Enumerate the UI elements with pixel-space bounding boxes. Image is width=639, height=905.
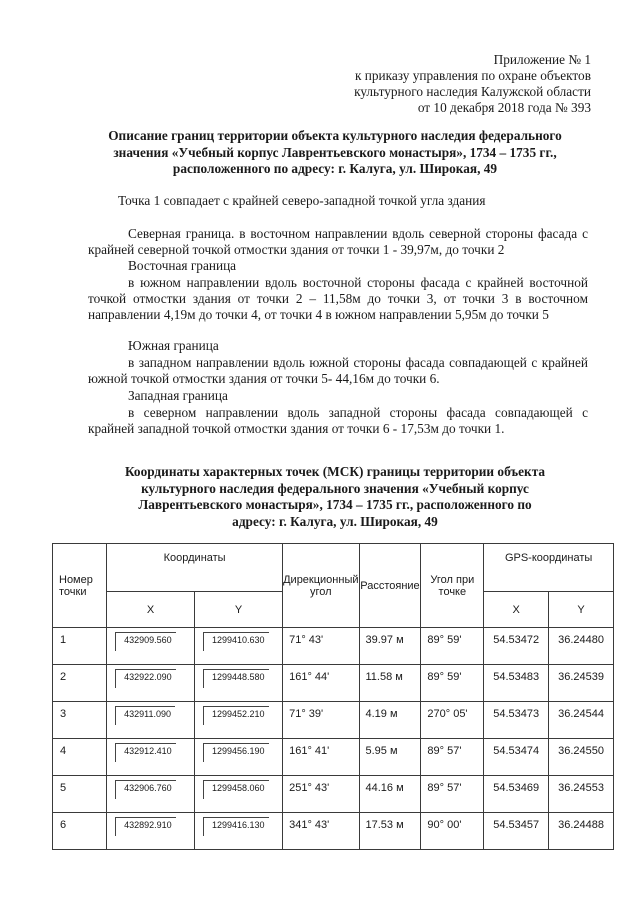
- boundary-description-title: [70, 128, 600, 178]
- north-boundary-text: Северная граница. в восточном направлении вдоль северной стороны фасада с крайней северной точкой отмостки здания от точки 1 - 39,97м, до точки 2: [88, 226, 588, 257]
- point-number-cell-value: 1: [60, 634, 67, 646]
- distance-cell-value: 5.95 м: [365, 745, 398, 757]
- direction-angle-cell: [283, 813, 359, 850]
- appendix-header: [354, 52, 591, 116]
- gps-x-cell: [484, 739, 549, 776]
- distance-cell-value: 39.97 м: [365, 634, 404, 646]
- y-coordinate-cell: [194, 813, 282, 850]
- x-coordinate-cell-value: 432909.560: [115, 632, 176, 651]
- direction-angle-cell: [283, 776, 359, 813]
- distance-cell: [359, 813, 421, 850]
- y-coordinate-cell: [194, 739, 282, 776]
- point-number-cell: [53, 665, 107, 702]
- distance-cell: [359, 628, 421, 665]
- y-coordinate-cell-value: 1299456.190: [203, 743, 269, 762]
- point-angle-cell: [421, 813, 484, 850]
- gps-x-cell: [484, 776, 549, 813]
- appendix-line: от 10 декабря 2018 года № 393: [417, 100, 591, 115]
- direction-angle-cell-value: 71° 43': [289, 634, 324, 646]
- direction-angle-cell: [283, 702, 359, 739]
- point-number-cell: [53, 776, 107, 813]
- gps-x-cell: [484, 665, 549, 702]
- y-coordinate-cell: [194, 776, 282, 813]
- point-angle-cell: [421, 776, 484, 813]
- header-x: X: [107, 592, 195, 628]
- direction-angle-cell: [283, 628, 359, 665]
- gps-y-cell-value: 36.24480: [558, 634, 604, 646]
- gps-y-cell: [549, 813, 614, 850]
- header-coordinates: Координаты: [107, 544, 283, 592]
- x-coordinate-cell-value: 432892.910: [115, 817, 176, 836]
- appendix-line: к приказу управления по охране объектов: [354, 68, 591, 83]
- south-boundary-heading: Южная граница: [128, 338, 219, 353]
- title-line: адресу: г. Калуга, ул. Широкая, 49: [232, 513, 438, 529]
- appendix-line: Приложение № 1: [493, 52, 591, 67]
- direction-angle-cell-value: 161° 41': [289, 745, 330, 757]
- direction-angle-cell-value: 251° 43': [289, 782, 330, 794]
- gps-x-cell-value: 54.53469: [493, 782, 540, 794]
- y-coordinate-cell-value: 1299448.580: [203, 669, 269, 688]
- gps-x-cell: [484, 813, 549, 850]
- point-number-cell-value: 6: [60, 819, 67, 831]
- distance-cell-value: 11.58 м: [365, 671, 403, 683]
- header-direction-angle: Дирекционный угол: [283, 544, 359, 628]
- gps-y-cell: [549, 776, 614, 813]
- point-number-cell-value: 3: [60, 708, 67, 720]
- point-angle-cell-value: 89° 59': [427, 634, 462, 646]
- coordinates-title: [100, 464, 570, 530]
- west-boundary-heading: Западная граница: [128, 388, 228, 403]
- east-boundary-text: в южном направлении вдоль восточной стороны фасада с крайней восточной точкой отмостки здания от точки 2 – 11,58м до точки 3, от точки 3 в восточном направлении 4,19м до точки 4, от точки 4 в южном направлении 5,95м до точки 5: [88, 275, 588, 322]
- point-angle-cell: [421, 628, 484, 665]
- direction-angle-cell-value: 341° 43': [289, 819, 330, 831]
- appendix-line: культурного наследия Калужской области: [354, 84, 591, 99]
- gps-y-cell: [549, 702, 614, 739]
- point-angle-cell-value: 90° 00': [427, 819, 462, 831]
- title-line: Лаврентьевского монастыря», 1734 – 1735 гг., расположенного по: [138, 497, 532, 512]
- x-coordinate-cell: [107, 776, 195, 813]
- distance-cell: [359, 665, 421, 702]
- table-row: [53, 813, 614, 850]
- title-line: культурного наследия федерального значения «Учебный корпус: [141, 480, 529, 496]
- point-number-cell-value: 4: [60, 745, 67, 757]
- x-coordinate-cell: [107, 665, 195, 702]
- south-boundary-text: в западном направлении вдоль южной стороны фасада совпадающей с крайней южной точкой отмостки здания от точки 5- 44,16м до точки 6.: [88, 355, 588, 386]
- gps-x-cell-value: 54.53473: [493, 708, 540, 720]
- x-coordinate-cell: [107, 739, 195, 776]
- point-number-cell: [53, 628, 107, 665]
- x-coordinate-cell: [107, 813, 195, 850]
- gps-x-cell-value: 54.53483: [493, 671, 540, 683]
- point-angle-cell: [421, 702, 484, 739]
- point-number-cell-value: 5: [60, 782, 67, 794]
- x-coordinate-cell-value: 432911.090: [115, 706, 175, 725]
- gps-y-cell-value: 36.24539: [558, 671, 604, 683]
- direction-angle-cell-value: 71° 39': [289, 708, 324, 720]
- distance-cell-value: 17.53 м: [365, 819, 404, 831]
- x-coordinate-cell: [107, 702, 195, 739]
- point-number-cell: [53, 739, 107, 776]
- coordinates-table-body: [53, 628, 614, 850]
- table-row: [53, 665, 614, 702]
- title-line: значения «Учебный корпус Лаврентьевского монастыря», 1734 – 1735 гг.,: [113, 144, 557, 160]
- y-coordinate-cell-value: 1299416.130: [203, 817, 269, 836]
- point-number-cell-value: 2: [60, 671, 67, 683]
- distance-cell: [359, 739, 421, 776]
- title-line: Координаты характерных точек (МСК) границы территории объекта: [124, 464, 546, 479]
- gps-y-cell-value: 36.24544: [558, 708, 604, 720]
- header-gps-coordinates: GPS-координаты: [484, 544, 614, 592]
- gps-y-cell-value: 36.24488: [558, 819, 604, 831]
- distance-cell-value: 44.16 м: [365, 782, 404, 794]
- x-coordinate-cell-value: 432912.410: [115, 743, 176, 762]
- point-number-cell: [53, 813, 107, 850]
- table-row: [53, 739, 614, 776]
- point-angle-cell-value: 89° 57': [427, 745, 462, 757]
- table-row: [53, 702, 614, 739]
- x-coordinate-cell-value: 432906.760: [115, 780, 176, 799]
- distance-cell: [359, 702, 421, 739]
- y-coordinate-cell-value: 1299410.630: [203, 632, 269, 651]
- y-coordinate-cell: [194, 628, 282, 665]
- gps-y-cell-value: 36.24550: [558, 745, 604, 757]
- gps-y-cell: [549, 739, 614, 776]
- table-row: [53, 628, 614, 665]
- point-angle-cell-value: 89° 59': [427, 671, 462, 683]
- point-number-cell: [53, 702, 107, 739]
- y-coordinate-cell-value: 1299458.060: [203, 780, 269, 799]
- point-angle-cell-value: 270° 05': [427, 708, 468, 720]
- header-point-angle: Угол при точке: [421, 544, 484, 628]
- direction-angle-cell: [283, 739, 359, 776]
- gps-x-cell-value: 54.53457: [493, 819, 540, 831]
- west-boundary-text: в северном направлении вдоль западной стороны фасада совпадающей с крайней западной точкой отмостки здания от точки 6 - 17,53м до точки 1.: [88, 405, 588, 436]
- header-point-number: Номер точки: [53, 544, 107, 628]
- gps-x-cell-value: 54.53472: [493, 634, 540, 646]
- direction-angle-cell-value: 161° 44': [289, 671, 330, 683]
- gps-x-cell: [484, 702, 549, 739]
- point-1-note: Точка 1 совпадает с крайней северо-западной точкой угла здания: [118, 193, 486, 208]
- x-coordinate-cell: [107, 628, 195, 665]
- x-coordinate-cell-value: 432922.090: [115, 669, 176, 688]
- distance-cell-value: 4.19 м: [365, 708, 398, 720]
- gps-y-cell-value: 36.24553: [558, 782, 604, 794]
- gps-x-cell: [484, 628, 549, 665]
- header-y: Y: [194, 592, 282, 628]
- point-angle-cell-value: 89° 57': [427, 782, 462, 794]
- table-row: [53, 776, 614, 813]
- gps-y-cell: [549, 628, 614, 665]
- point-angle-cell: [421, 739, 484, 776]
- y-coordinate-cell: [194, 665, 282, 702]
- title-line: Описание границ территории объекта культурного наследия федерального: [108, 128, 562, 143]
- title-line: расположенного по адресу: г. Калуга, ул. Широкая, 49: [172, 161, 498, 176]
- y-coordinate-cell: [194, 702, 282, 739]
- header-gps-x: X: [484, 592, 549, 628]
- header-distance: Расстояние: [359, 544, 421, 628]
- coordinates-table: [52, 543, 614, 850]
- direction-angle-cell: [283, 665, 359, 702]
- gps-y-cell: [549, 665, 614, 702]
- point-angle-cell: [421, 665, 484, 702]
- distance-cell: [359, 776, 421, 813]
- east-boundary-heading: Восточная граница: [128, 258, 237, 273]
- gps-x-cell-value: 54.53474: [493, 745, 540, 757]
- y-coordinate-cell-value: 1299452.210: [203, 706, 269, 725]
- header-gps-y: Y: [549, 592, 614, 628]
